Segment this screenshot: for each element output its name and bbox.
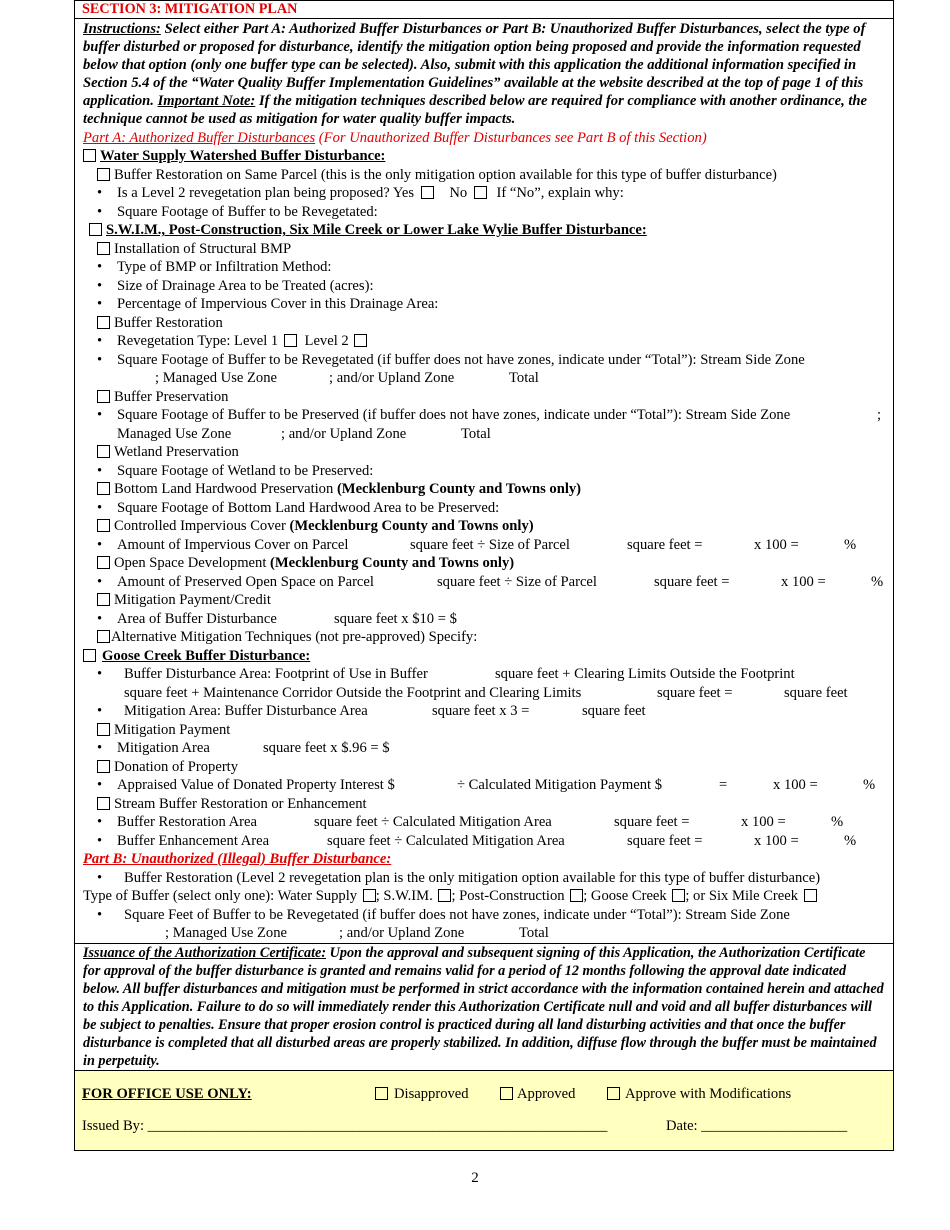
- goose-enh-area-x100: x 100 =: [754, 832, 799, 849]
- swim-checkbox[interactable]: [89, 223, 102, 236]
- swim-bottomland-sqft-label: Square Footage of Bottom Land Hardwood Area to be Preserved:: [117, 499, 500, 516]
- goose-clearing: square feet + Clearing Limits Outside the Footprint: [495, 666, 795, 683]
- goose-enh-area-eq: square feet =: [627, 832, 703, 849]
- swim-pres-managed: Managed Use Zone: [117, 425, 232, 442]
- swim-bottomland-label: Bottom Land Hardwood Preservation: [114, 481, 334, 498]
- type-six-mile-checkbox[interactable]: [804, 889, 817, 902]
- type-six-mile-label: ; or Six Mile Creek: [685, 888, 799, 905]
- swim-controlled-label: Controlled Impervious Cover: [114, 518, 286, 535]
- goose-stream-rest-label: Stream Buffer Restoration or Enhancement: [114, 795, 367, 812]
- goose-maint-row: [83, 684, 885, 703]
- bottomland-meck-only: (Mecklenburg County and Towns only): [336, 481, 582, 498]
- goose-rest-area-eq: square feet =: [614, 814, 690, 831]
- controlled-meck-only: (Mecklenburg County and Towns only): [289, 518, 534, 535]
- issuance-text: Upon the approval and subsequent signing of this Application, the Authorization Certificate for approval of the buffer disturbance is granted and remains valid for a period of 12 months following the approval date indicated below. All buffer disturbances and mitigation must be performed in strict accordance with the information contained herein and attached to this Application. Failure to do so will immediately render this Authorization Certificate null and void and all buffer disturbances will be subject to penalties. Ensure that proper erosion control is practiced during all land disturbing activities and that once the buffer disturbance is completed that all disturbed areas are properly stabilized. In addition, diffuse flow through the buffer must be maintained in perpetuity.: [83, 944, 884, 1070]
- goose-maint-eq: square feet =: [657, 684, 733, 701]
- goose-mit-area-row: [83, 702, 885, 721]
- swim-bmp-label: Installation of Structural BMP: [114, 240, 292, 257]
- amt-open-eq: square feet =: [654, 573, 730, 590]
- goose-enh-area-pct: %: [844, 832, 857, 849]
- goose-appraised-row: [83, 776, 885, 795]
- part-b-type-row: [83, 887, 885, 906]
- swim-mit-payment-checkbox[interactable]: [97, 593, 110, 606]
- goose-stream-rest-row: [83, 795, 885, 814]
- swim-reveg-type-label: Revegetation Type: Level 1: [117, 333, 279, 350]
- approved-checkbox[interactable]: [500, 1087, 513, 1100]
- issuance-label: Issuance of the Authorization Certificate:: [83, 944, 327, 961]
- mitigation-plan-section: [74, 0, 894, 1151]
- swim-impervious-pct-label: Percentage of Impervious Cover in this Drainage Area:: [117, 296, 439, 313]
- goose-enh-area-label: Buffer Enhancement Area: [117, 832, 270, 849]
- swim-pres-zones-row: [83, 425, 885, 444]
- type-goose-checkbox[interactable]: [672, 889, 685, 902]
- ws-if-no-label: If “No”, explain why:: [496, 185, 624, 202]
- water-supply-heading: Water Supply Watershed Buffer Disturbance:: [100, 148, 386, 165]
- ws-level2-row: [83, 184, 885, 203]
- swim-wetland-label: Wetland Preservation: [114, 444, 239, 461]
- swim-open-space-checkbox[interactable]: [97, 556, 110, 569]
- issuance-paragraph: [75, 943, 893, 1071]
- instructions-text: Select either Part A: Authorized Buffer Disturbances or Part B: Unauthorized Buffer Disturbances, select the type of buffer disturbed or proposed for disturbance, identify the mitigation option being proposed and provide the information requested below that option (only one buffer type can be selected). Also, submit with this application the additional information specified in Section 5.4 of the “Water Quality Buffer Implementation Guidelines” available at the website described at the top of page 1 of this application.: [83, 21, 866, 110]
- goose-appraised-div: ÷ Calculated Mitigation Payment $: [457, 777, 662, 794]
- disapproved-label: Disapproved: [394, 1086, 469, 1103]
- part-b-upland: ; and/or Upland Zone: [339, 925, 465, 942]
- goose-rest-area-pct: %: [831, 814, 844, 831]
- goose-mit-payment-label: Mitigation Payment: [114, 721, 231, 738]
- water-supply-heading-row: [83, 147, 885, 166]
- swim-amt-impervious-row: [83, 536, 885, 555]
- goose-appraised-label: Appraised Value of Donated Property Interest $: [117, 777, 395, 794]
- part-a-title: Part A: Authorized Buffer Disturbances: [83, 129, 316, 146]
- goose-mit-payment-row: [83, 721, 885, 740]
- ws-level2-question: Is a Level 2 revegetation plan being proposed? Yes: [117, 185, 415, 202]
- swim-pres-upland: ; and/or Upland Zone: [281, 425, 407, 442]
- office-use-box: [75, 1070, 893, 1150]
- goose-stream-rest-checkbox[interactable]: [97, 797, 110, 810]
- important-note-label: Important Note:: [157, 93, 256, 110]
- swim-wetland-sqft-row: [83, 462, 885, 481]
- part-a-subtitle: (For Unauthorized Buffer Disturbances see Part B of this Section): [315, 129, 707, 146]
- goose-mit-area2-calc: square feet x $.96 = $: [263, 740, 390, 757]
- amt-open-pct: %: [871, 573, 884, 590]
- ws-restoration-checkbox[interactable]: [97, 168, 110, 181]
- ws-restoration-label: Buffer Restoration on Same Parcel (this is the only mitigation option available for this type of buffer disturbance): [114, 166, 777, 183]
- swim-bmp-row: [83, 240, 885, 259]
- goose-donation-checkbox[interactable]: [97, 760, 110, 773]
- part-b-title: Part B: Unauthorized (Illegal) Buffer Disturbance:: [83, 851, 392, 868]
- swim-drainage-label: Size of Drainage Area to be Treated (acres):: [117, 277, 374, 294]
- swim-bmp-type-row: [83, 258, 885, 277]
- goose-heading: Goose Creek Buffer Disturbance:: [102, 647, 311, 664]
- part-b-heading-row: [83, 850, 885, 869]
- type-water-supply-checkbox[interactable]: [363, 889, 376, 902]
- part-b-zones-row: [83, 924, 885, 943]
- level2-label: Level 2: [304, 333, 349, 350]
- swim-wetland-row: [83, 443, 885, 462]
- swim-reveg-managed: ; Managed Use Zone: [155, 370, 277, 387]
- amt-open-x100: x 100 =: [781, 573, 826, 590]
- goose-appraised-eq: =: [719, 777, 728, 794]
- swim-pres-sqft-label: Square Footage of Buffer to be Preserved (if buffer does not have zones, indicate under “Total”): Stream Side Zone: [117, 407, 791, 424]
- goose-mit-area2-label: Mitigation Area: [117, 740, 210, 757]
- section-title: SECTION 3: MITIGATION PLAN: [75, 1, 893, 19]
- instructions: [83, 20, 885, 129]
- level2-checkbox[interactable]: [354, 334, 367, 347]
- swim-pres-total: Total: [461, 425, 491, 442]
- ws-no-label: No: [449, 185, 468, 202]
- swim-alternative-checkbox[interactable]: [97, 630, 110, 643]
- goose-maint: square feet + Maintenance Corridor Outside the Footprint and Clearing Limits: [124, 684, 582, 701]
- goose-enh-area-row: [83, 832, 885, 851]
- swim-mit-payment-label: Mitigation Payment/Credit: [114, 592, 271, 609]
- goose-rest-area-row: [83, 813, 885, 832]
- goose-mit-payment-checkbox[interactable]: [97, 723, 110, 736]
- goose-maint-sqft: square feet: [784, 684, 848, 701]
- goose-mit-area-label: Mitigation Area: Buffer Disturbance Area: [124, 703, 368, 720]
- swim-drainage-row: [83, 277, 885, 296]
- swim-reveg-sqft-row: [83, 351, 885, 370]
- amt-impervious-div: square feet ÷ Size of Parcel: [410, 536, 570, 553]
- goose-rest-area-label: Buffer Restoration Area: [117, 814, 257, 831]
- approve-mod-option: [607, 1086, 791, 1103]
- water-supply-checkbox[interactable]: [83, 149, 96, 162]
- goose-mit-area-sqft: square feet: [582, 703, 646, 720]
- goose-rest-area-x100: x 100 =: [741, 814, 786, 831]
- amt-impervious-eq: square feet =: [627, 536, 703, 553]
- amt-impervious-label: Amount of Impervious Cover on Parcel: [117, 536, 349, 553]
- swim-restoration-row: [83, 314, 885, 333]
- goose-enh-area-div: square feet ÷ Calculated Mitigation Area: [327, 832, 565, 849]
- swim-bottomland-row: [83, 480, 885, 499]
- office-use-label: FOR OFFICE USE ONLY:: [82, 1086, 252, 1103]
- swim-preservation-checkbox[interactable]: [97, 390, 110, 403]
- level1-checkbox[interactable]: [284, 334, 297, 347]
- part-b-total: Total: [519, 925, 549, 942]
- part-b-sqft-label: Square Feet of Buffer to be Revegetated (if buffer does not have zones, indicate under “Total”): Stream Side Zone: [124, 906, 790, 923]
- swim-restoration-checkbox[interactable]: [97, 316, 110, 329]
- swim-pres-semicolon: ;: [877, 407, 882, 424]
- ws-restoration-row: [83, 166, 885, 185]
- swim-bottomland-sqft-row: [83, 499, 885, 518]
- goose-appraised-pct: %: [863, 777, 876, 794]
- ws-sqft-row: [83, 203, 885, 222]
- approved-label: Approved: [517, 1086, 576, 1103]
- swim-amt-open-row: [83, 573, 885, 592]
- swim-reveg-sqft-label: Square Footage of Buffer to be Revegetated (if buffer does not have zones, indicate under “Total”): Stream Side Zone: [117, 351, 805, 368]
- swim-wetland-checkbox[interactable]: [97, 445, 110, 458]
- swim-reveg-type-row: [83, 332, 885, 351]
- swim-reveg-upland: ; and/or Upland Zone: [329, 370, 455, 387]
- type-post-checkbox[interactable]: [570, 889, 583, 902]
- approved-option: [500, 1086, 575, 1103]
- swim-controlled-row: [83, 517, 885, 536]
- amt-impervious-pct: %: [844, 536, 857, 553]
- swim-impervious-pct-row: [83, 295, 885, 314]
- part-b-sqft-row: [83, 906, 885, 925]
- goose-mit-area-x3: square feet x 3 =: [432, 703, 530, 720]
- swim-heading-row: [83, 221, 885, 240]
- goose-donation-label: Donation of Property: [114, 758, 239, 775]
- part-b-managed: ; Managed Use Zone: [165, 925, 287, 942]
- date-field[interactable]: Date: ____________________: [666, 1118, 848, 1135]
- swim-mit-payment-row: [83, 591, 885, 610]
- swim-controlled-checkbox[interactable]: [97, 519, 110, 532]
- type-post-label: ; Post-Construction: [451, 888, 565, 905]
- swim-alternative-label: Alternative Mitigation Techniques (not pre-approved) Specify:: [111, 629, 478, 646]
- swim-alternative-row: [83, 628, 885, 647]
- type-goose-label: ; Goose Creek: [583, 888, 667, 905]
- swim-preservation-label: Buffer Preservation: [114, 388, 229, 405]
- swim-bottomland-checkbox[interactable]: [97, 482, 110, 495]
- swim-open-space-row: [83, 554, 885, 573]
- amt-impervious-x100: x 100 =: [754, 536, 799, 553]
- part-b-restoration-row: [83, 869, 885, 888]
- approve-mod-checkbox[interactable]: [607, 1087, 620, 1100]
- swim-reveg-total: Total: [509, 370, 539, 387]
- swim-reveg-zones-row: [83, 369, 885, 388]
- swim-restoration-label: Buffer Restoration: [114, 314, 223, 331]
- swim-bmp-checkbox[interactable]: [97, 242, 110, 255]
- area-disturb-label: Area of Buffer Disturbance: [117, 610, 277, 627]
- goose-disturb-row: [83, 665, 885, 684]
- type-swim-label: ; S.W.IM.: [375, 888, 433, 905]
- instructions-label: Instructions:: [83, 21, 161, 37]
- goose-heading-row: [83, 647, 885, 666]
- ws-sqft-label: Square Footage of Buffer to be Revegetated:: [117, 203, 378, 220]
- goose-donation-row: [83, 758, 885, 777]
- goose-disturb-label: Buffer Disturbance Area: Footprint of Use in Buffer: [124, 666, 428, 683]
- part-a-heading: [83, 129, 885, 148]
- amt-open-div: square feet ÷ Size of Parcel: [437, 573, 597, 590]
- issued-by-field[interactable]: Issued By: _______________________________________________________________: [82, 1118, 608, 1135]
- swim-bmp-type-label: Type of BMP or Infiltration Method:: [117, 259, 332, 276]
- disapproved-option: [375, 1086, 469, 1103]
- swim-open-space-label: Open Space Development: [114, 555, 267, 572]
- goose-mit-area2-row: [83, 739, 885, 758]
- approve-mod-label: Approve with Modifications: [625, 1086, 792, 1103]
- disapproved-checkbox[interactable]: [375, 1087, 388, 1100]
- goose-checkbox[interactable]: [83, 649, 96, 662]
- open-space-meck-only: (Mecklenburg County and Towns only): [270, 555, 515, 572]
- goose-rest-area-div: square feet ÷ Calculated Mitigation Area: [314, 814, 552, 831]
- ws-yes-checkbox[interactable]: [421, 186, 434, 199]
- swim-preservation-row: [83, 388, 885, 407]
- page-number: 2: [471, 1170, 479, 1186]
- part-b-restoration-label: Buffer Restoration (Level 2 revegetation plan is the only mitigation option available for this type of buffer disturbance): [124, 869, 821, 886]
- ws-no-checkbox[interactable]: [474, 186, 487, 199]
- part-b-type-label: Type of Buffer (select only one): Water Supply: [83, 888, 358, 905]
- area-disturb-calc: square feet x $10 = $: [334, 610, 457, 627]
- amt-open-label: Amount of Preserved Open Space on Parcel: [117, 573, 374, 590]
- swim-pres-sqft-row: [83, 406, 885, 425]
- goose-appraised-x100: x 100 =: [773, 777, 818, 794]
- type-swim-checkbox[interactable]: [438, 889, 451, 902]
- swim-heading: S.W.I.M., Post-Construction, Six Mile Creek or Lower Lake Wylie Buffer Disturbance:: [106, 222, 647, 239]
- swim-area-disturb-row: [83, 610, 885, 629]
- swim-wetland-sqft-label: Square Footage of Wetland to be Preserved:: [117, 462, 374, 479]
- important-note-text: If the mitigation techniques described below are required for compliance with another ordinance, the technique cannot be used as mitigation for water quality buffer impacts.: [83, 93, 868, 128]
